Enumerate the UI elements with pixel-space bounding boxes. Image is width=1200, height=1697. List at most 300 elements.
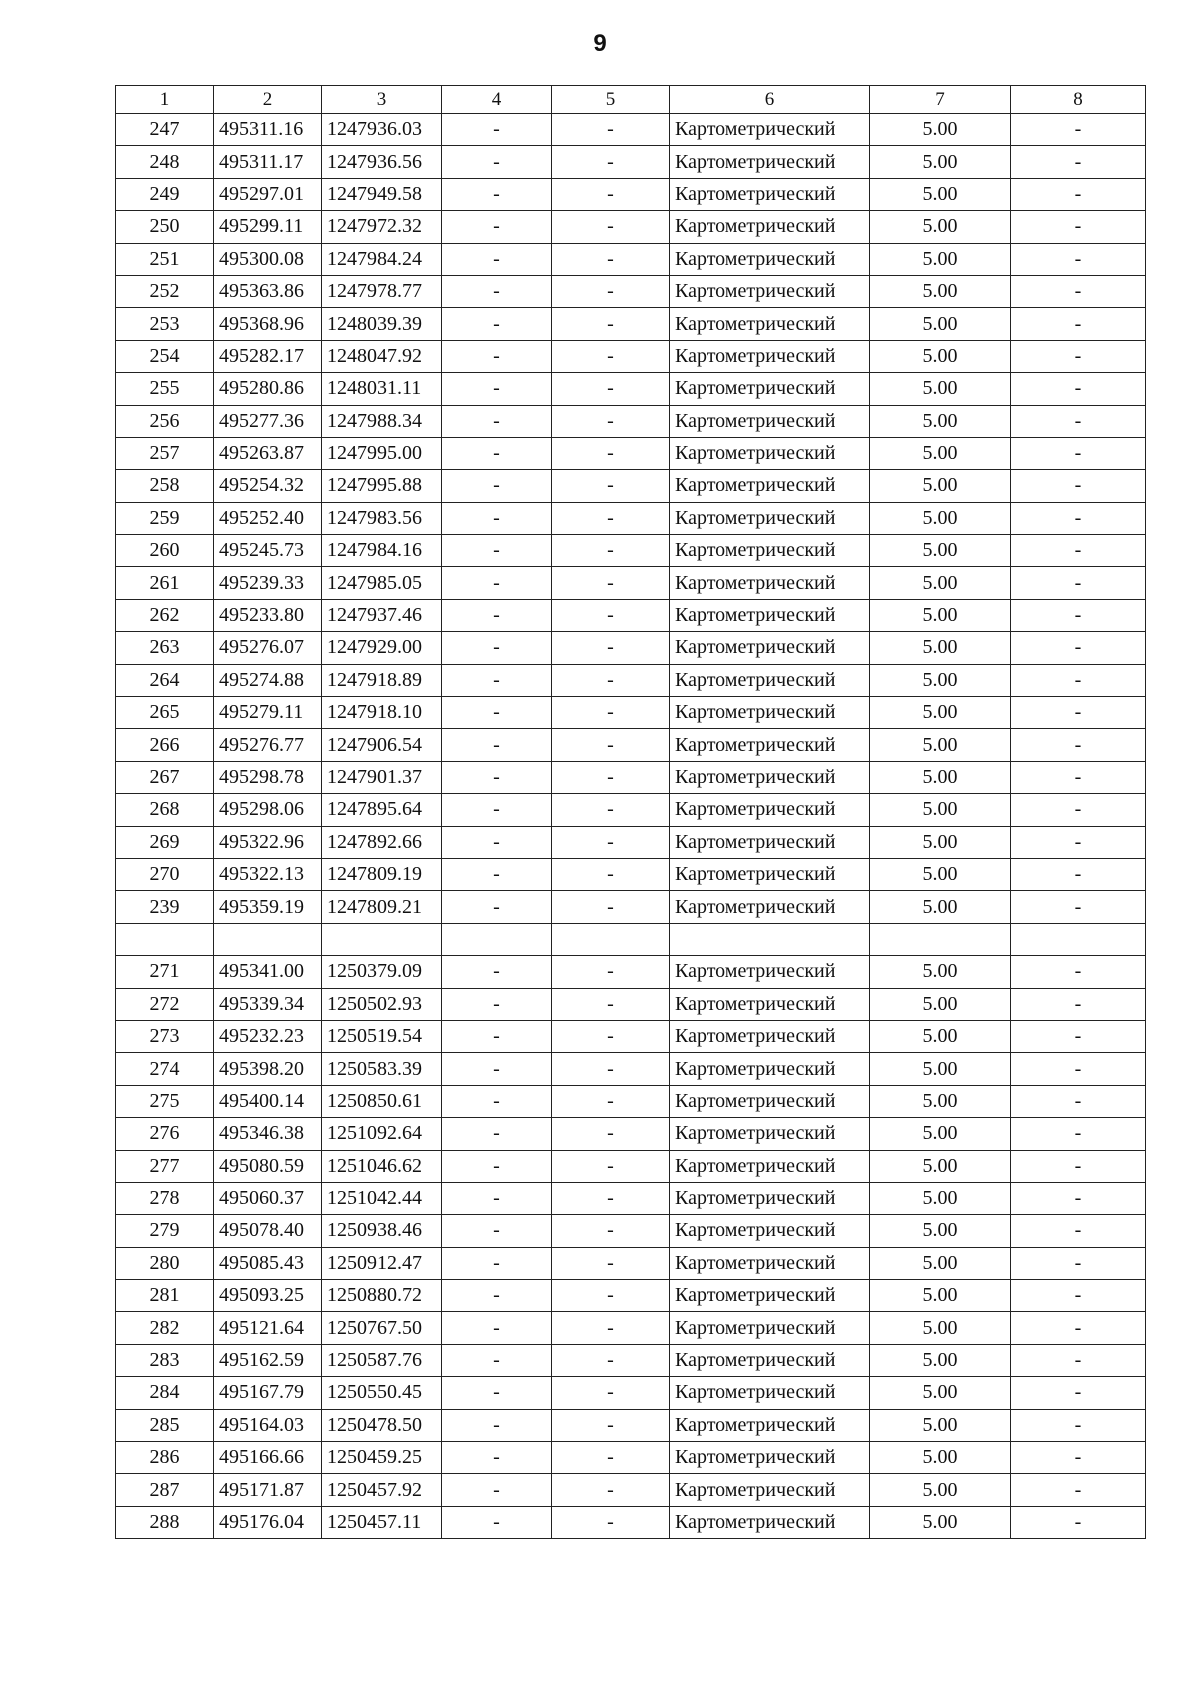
table-cell: 254 [116,340,214,372]
table-cell: 251 [116,243,214,275]
table-cell: 263 [116,632,214,664]
table-cell: - [1011,178,1146,210]
table-cell: 5.00 [870,275,1011,307]
table-cell: - [552,761,670,793]
table-cell: 495363.86 [214,275,322,307]
table-cell: Картометрический [670,988,870,1020]
table-cell: 262 [116,599,214,631]
table-cell: - [1011,146,1146,178]
table-cell: 1250379.09 [322,956,442,988]
table-cell: 1247809.21 [322,891,442,923]
table-cell: 5.00 [870,243,1011,275]
table-cell: 495359.19 [214,891,322,923]
table-cell: - [1011,1280,1146,1312]
table-row [116,405,1146,437]
table-cell: - [442,114,552,146]
table-cell: 495239.33 [214,567,322,599]
table-cell: 256 [116,405,214,437]
table-cell: - [442,1085,552,1117]
table-cell: 5.00 [870,1474,1011,1506]
table-row [116,243,1146,275]
table-cell: - [442,1182,552,1214]
table-row [116,729,1146,761]
table-cell: 1250912.47 [322,1247,442,1279]
table-cell: - [442,502,552,534]
table-cell: - [552,1020,670,1052]
table-cell: 266 [116,729,214,761]
table-cell: - [552,405,670,437]
table-cell: - [552,858,670,890]
table-cell: 5.00 [870,1053,1011,1085]
table-cell: - [442,1118,552,1150]
table-cell: 5.00 [870,1085,1011,1117]
table-cell: - [1011,1409,1146,1441]
table-cell: - [552,632,670,664]
table-row [116,1118,1146,1150]
table-cell: - [552,470,670,502]
table-cell: 495322.13 [214,858,322,890]
table-cell: 1247988.34 [322,405,442,437]
table-cell: - [552,729,670,761]
table-cell: - [1011,1118,1146,1150]
table-cell: Картометрический [670,956,870,988]
table-cell: - [442,1442,552,1474]
table-cell: 495322.96 [214,826,322,858]
table-row [116,761,1146,793]
table-cell: 5.00 [870,114,1011,146]
table-cell: 1250478.50 [322,1409,442,1441]
table-cell: 5.00 [870,535,1011,567]
table-cell: 249 [116,178,214,210]
table-cell: - [552,1312,670,1344]
table-cell: 271 [116,956,214,988]
table-cell: - [442,243,552,275]
table-cell: Картометрический [670,437,870,469]
table-cell: 265 [116,697,214,729]
table-cell: - [442,794,552,826]
table-cell: 495300.08 [214,243,322,275]
table-cell: - [1011,1312,1146,1344]
table-cell: - [1011,891,1146,923]
table-cell: 273 [116,1020,214,1052]
table-row [116,664,1146,696]
table-cell: 268 [116,794,214,826]
table-cell: 1247995.00 [322,437,442,469]
table-cell: - [552,956,670,988]
table-row [116,1344,1146,1376]
table-cell: 5.00 [870,729,1011,761]
table-cell: 5.00 [870,956,1011,988]
table-cell: 495164.03 [214,1409,322,1441]
table-cell: 248 [116,146,214,178]
table-cell: - [1011,308,1146,340]
table-cell: 282 [116,1312,214,1344]
table-cell: 1247918.89 [322,664,442,696]
table-cell: 1250502.93 [322,988,442,1020]
table-cell: 1250880.72 [322,1280,442,1312]
table-cell: - [1011,1182,1146,1214]
table-cell: - [552,891,670,923]
table-cell: 1250938.46 [322,1215,442,1247]
table-cell: - [442,1053,552,1085]
table-cell: 495121.64 [214,1312,322,1344]
table-cell: - [552,1215,670,1247]
table-cell: 5.00 [870,1182,1011,1214]
table-row [116,470,1146,502]
table-cell: 1248039.39 [322,308,442,340]
table-cell: - [1011,340,1146,372]
table-row [116,1377,1146,1409]
table-cell: 259 [116,502,214,534]
table-cell: Картометрический [670,567,870,599]
table-cell: 274 [116,1053,214,1085]
table-cell: 495078.40 [214,1215,322,1247]
table-cell: 278 [116,1182,214,1214]
table-cell: 495298.06 [214,794,322,826]
table-cell: 5.00 [870,826,1011,858]
table-cell: - [1011,858,1146,890]
table-cell: 5.00 [870,405,1011,437]
table-cell: Картометрический [670,211,870,243]
table-cell: Картометрический [670,599,870,631]
table-cell: - [552,1474,670,1506]
table-cell: 5.00 [870,211,1011,243]
table-cell: 495276.07 [214,632,322,664]
table-cell: - [442,1474,552,1506]
table-row [116,794,1146,826]
table-header-row [116,86,1146,114]
table-cell: - [442,1312,552,1344]
table-cell: Картометрический [670,1506,870,1538]
table-cell: Картометрический [670,697,870,729]
table-cell [442,923,552,955]
table-cell: 1247929.00 [322,632,442,664]
table-cell: 5.00 [870,1247,1011,1279]
table-cell: 495311.16 [214,114,322,146]
table-cell: - [1011,761,1146,793]
table-cell: 495233.80 [214,599,322,631]
table-cell: Картометрический [670,826,870,858]
table-cell: 5.00 [870,1020,1011,1052]
table-cell: - [442,146,552,178]
table-cell: - [442,275,552,307]
table-cell: - [1011,632,1146,664]
table-cell: - [552,567,670,599]
table-cell: - [442,1150,552,1182]
table-cell: - [1011,1020,1146,1052]
table-row [116,114,1146,146]
table-cell: - [1011,794,1146,826]
table-cell: 1250583.39 [322,1053,442,1085]
table-cell: 279 [116,1215,214,1247]
table-cell: - [1011,1377,1146,1409]
table-cell: 5.00 [870,858,1011,890]
table-cell: - [552,1118,670,1150]
table-cell: 1247985.05 [322,567,442,599]
table-cell: 5.00 [870,567,1011,599]
table-row [116,1053,1146,1085]
table-cell: - [442,1280,552,1312]
table-cell: - [552,1377,670,1409]
table-cell: 5.00 [870,146,1011,178]
table-cell: - [552,535,670,567]
table-cell: 495274.88 [214,664,322,696]
table-cell: Картометрический [670,794,870,826]
table-cell: 253 [116,308,214,340]
table-cell: 264 [116,664,214,696]
table-row [116,373,1146,405]
table-cell: Картометрический [670,1409,870,1441]
table-cell: 1250457.11 [322,1506,442,1538]
table-cell: 286 [116,1442,214,1474]
table-cell: 276 [116,1118,214,1150]
table-cell: 495280.86 [214,373,322,405]
table-cell: 285 [116,1409,214,1441]
table-cell: - [442,1409,552,1441]
table-cell: 495162.59 [214,1344,322,1376]
table-cell: 5.00 [870,697,1011,729]
table-cell: 5.00 [870,891,1011,923]
table-cell: - [442,178,552,210]
table-cell: - [552,502,670,534]
table-cell: 1250459.25 [322,1442,442,1474]
table-cell: 272 [116,988,214,1020]
table-cell: - [1011,535,1146,567]
table-cell: - [552,664,670,696]
table-cell: 495368.96 [214,308,322,340]
table-cell: 495346.38 [214,1118,322,1150]
table-cell: 1250457.92 [322,1474,442,1506]
table-cell: 1248047.92 [322,340,442,372]
table-cell: 5.00 [870,1215,1011,1247]
table-cell: Картометрический [670,243,870,275]
table-cell: 495297.01 [214,178,322,210]
table-cell: - [442,599,552,631]
table-cell: - [442,1247,552,1279]
table-cell: 495085.43 [214,1247,322,1279]
table-cell: - [442,1215,552,1247]
table-cell: 280 [116,1247,214,1279]
table-cell: Картометрический [670,340,870,372]
table-cell: 495167.79 [214,1377,322,1409]
table-cell: - [1011,826,1146,858]
table-cell: 5.00 [870,1506,1011,1538]
table-cell: - [1011,373,1146,405]
table-cell: - [442,632,552,664]
table-cell: 5.00 [870,373,1011,405]
table-cell: - [442,437,552,469]
table-row [116,1085,1146,1117]
table-cell: 495277.36 [214,405,322,437]
table-cell: - [1011,1247,1146,1279]
table-cell: 1247901.37 [322,761,442,793]
table-cell [214,923,322,955]
table-cell: - [552,826,670,858]
table-cell: - [552,1247,670,1279]
table-cell: - [552,1442,670,1474]
column-header: 5 [552,86,670,114]
table-cell: 1247995.88 [322,470,442,502]
table-row [116,308,1146,340]
table-cell: - [1011,1442,1146,1474]
table-cell: - [442,891,552,923]
table-cell: - [552,1409,670,1441]
table-cell: - [552,599,670,631]
table-row [116,599,1146,631]
table-cell: - [442,664,552,696]
table-cell: - [442,988,552,1020]
table-cell: 5.00 [870,1280,1011,1312]
table-cell: 247 [116,114,214,146]
table-row [116,697,1146,729]
table-cell: 5.00 [870,1312,1011,1344]
table-cell: Картометрический [670,1280,870,1312]
table-cell: - [1011,599,1146,631]
table-cell: - [1011,243,1146,275]
table-cell: - [552,1280,670,1312]
table-row [116,567,1146,599]
table-cell: - [552,308,670,340]
table-cell: Картометрический [670,1182,870,1214]
table-cell: 1247984.24 [322,243,442,275]
table-cell: - [1011,729,1146,761]
table-row [116,988,1146,1020]
table-cell: - [552,114,670,146]
table-cell: 495279.11 [214,697,322,729]
table-cell: - [552,1182,670,1214]
table-row [116,923,1146,955]
table-cell: - [1011,1506,1146,1538]
table-cell: - [1011,470,1146,502]
table-cell: Картометрический [670,1377,870,1409]
table-row [116,1020,1146,1052]
table-cell: - [1011,405,1146,437]
table-row [116,1182,1146,1214]
table-cell: 495252.40 [214,502,322,534]
table-cell: Картометрический [670,761,870,793]
table-cell: 260 [116,535,214,567]
table-cell: - [442,308,552,340]
table-cell: 257 [116,437,214,469]
table-cell: Картометрический [670,1020,870,1052]
table-cell: - [442,956,552,988]
column-header: 4 [442,86,552,114]
table-row [116,1442,1146,1474]
table-row [116,632,1146,664]
table-cell: - [1011,664,1146,696]
table-cell: - [552,1150,670,1182]
table-cell: - [552,146,670,178]
table-cell: - [552,1506,670,1538]
table-cell: 1250767.50 [322,1312,442,1344]
table-cell: 5.00 [870,1377,1011,1409]
table-cell: 1247937.46 [322,599,442,631]
table-cell: Картометрический [670,664,870,696]
table-cell: 269 [116,826,214,858]
table-cell: 5.00 [870,988,1011,1020]
column-header: 1 [116,86,214,114]
table-cell: 5.00 [870,1150,1011,1182]
column-header: 6 [670,86,870,114]
table-row [116,146,1146,178]
table-row [116,891,1146,923]
table-cell: 495339.34 [214,988,322,1020]
table-cell: Картометрический [670,1247,870,1279]
table-cell: 495245.73 [214,535,322,567]
table-cell: 1247936.56 [322,146,442,178]
table-cell: 495311.17 [214,146,322,178]
table-cell: 495060.37 [214,1182,322,1214]
table-cell: - [1011,567,1146,599]
coordinates-table [115,85,1146,1539]
table-cell: 275 [116,1085,214,1117]
table-row [116,858,1146,890]
table-cell: 1247918.10 [322,697,442,729]
table-row [116,956,1146,988]
table-cell: - [442,211,552,243]
table-cell: 1247809.19 [322,858,442,890]
table-cell: - [442,373,552,405]
table-cell: 1247949.58 [322,178,442,210]
table-cell [1011,923,1146,955]
table-cell: - [442,340,552,372]
table-cell: 281 [116,1280,214,1312]
table-cell: 495166.66 [214,1442,322,1474]
table-cell: 5.00 [870,1442,1011,1474]
table-cell: - [552,275,670,307]
table-cell: - [552,211,670,243]
table-cell: 1248031.11 [322,373,442,405]
table-cell: 288 [116,1506,214,1538]
table-cell: - [552,340,670,372]
table-cell: Картометрический [670,729,870,761]
table-cell: Картометрический [670,405,870,437]
column-header: 2 [214,86,322,114]
table-cell: 239 [116,891,214,923]
table-cell: 252 [116,275,214,307]
table-cell: Картометрический [670,632,870,664]
table-cell: - [1011,988,1146,1020]
table-cell [322,923,442,955]
table-cell: - [1011,502,1146,534]
table-cell: 283 [116,1344,214,1376]
table-cell: - [1011,437,1146,469]
table-cell [670,923,870,955]
table-cell: Картометрический [670,308,870,340]
table-cell: 5.00 [870,437,1011,469]
table-cell: Картометрический [670,1474,870,1506]
page-number: 9 [593,30,607,57]
table-cell: Картометрический [670,373,870,405]
table-cell: 495232.23 [214,1020,322,1052]
table-cell: 5.00 [870,1409,1011,1441]
table-cell: - [552,243,670,275]
table-cell: 277 [116,1150,214,1182]
table-cell: - [442,697,552,729]
table-cell: Картометрический [670,1053,870,1085]
table-cell: 495171.87 [214,1474,322,1506]
table-cell: 287 [116,1474,214,1506]
table-cell: 1247895.64 [322,794,442,826]
table-cell: - [1011,1215,1146,1247]
table-row [116,1280,1146,1312]
table-row [116,178,1146,210]
table-cell: 250 [116,211,214,243]
table-cell: - [1011,1150,1146,1182]
table-row [116,1247,1146,1279]
table-cell: Картометрический [670,535,870,567]
table-cell: - [442,567,552,599]
